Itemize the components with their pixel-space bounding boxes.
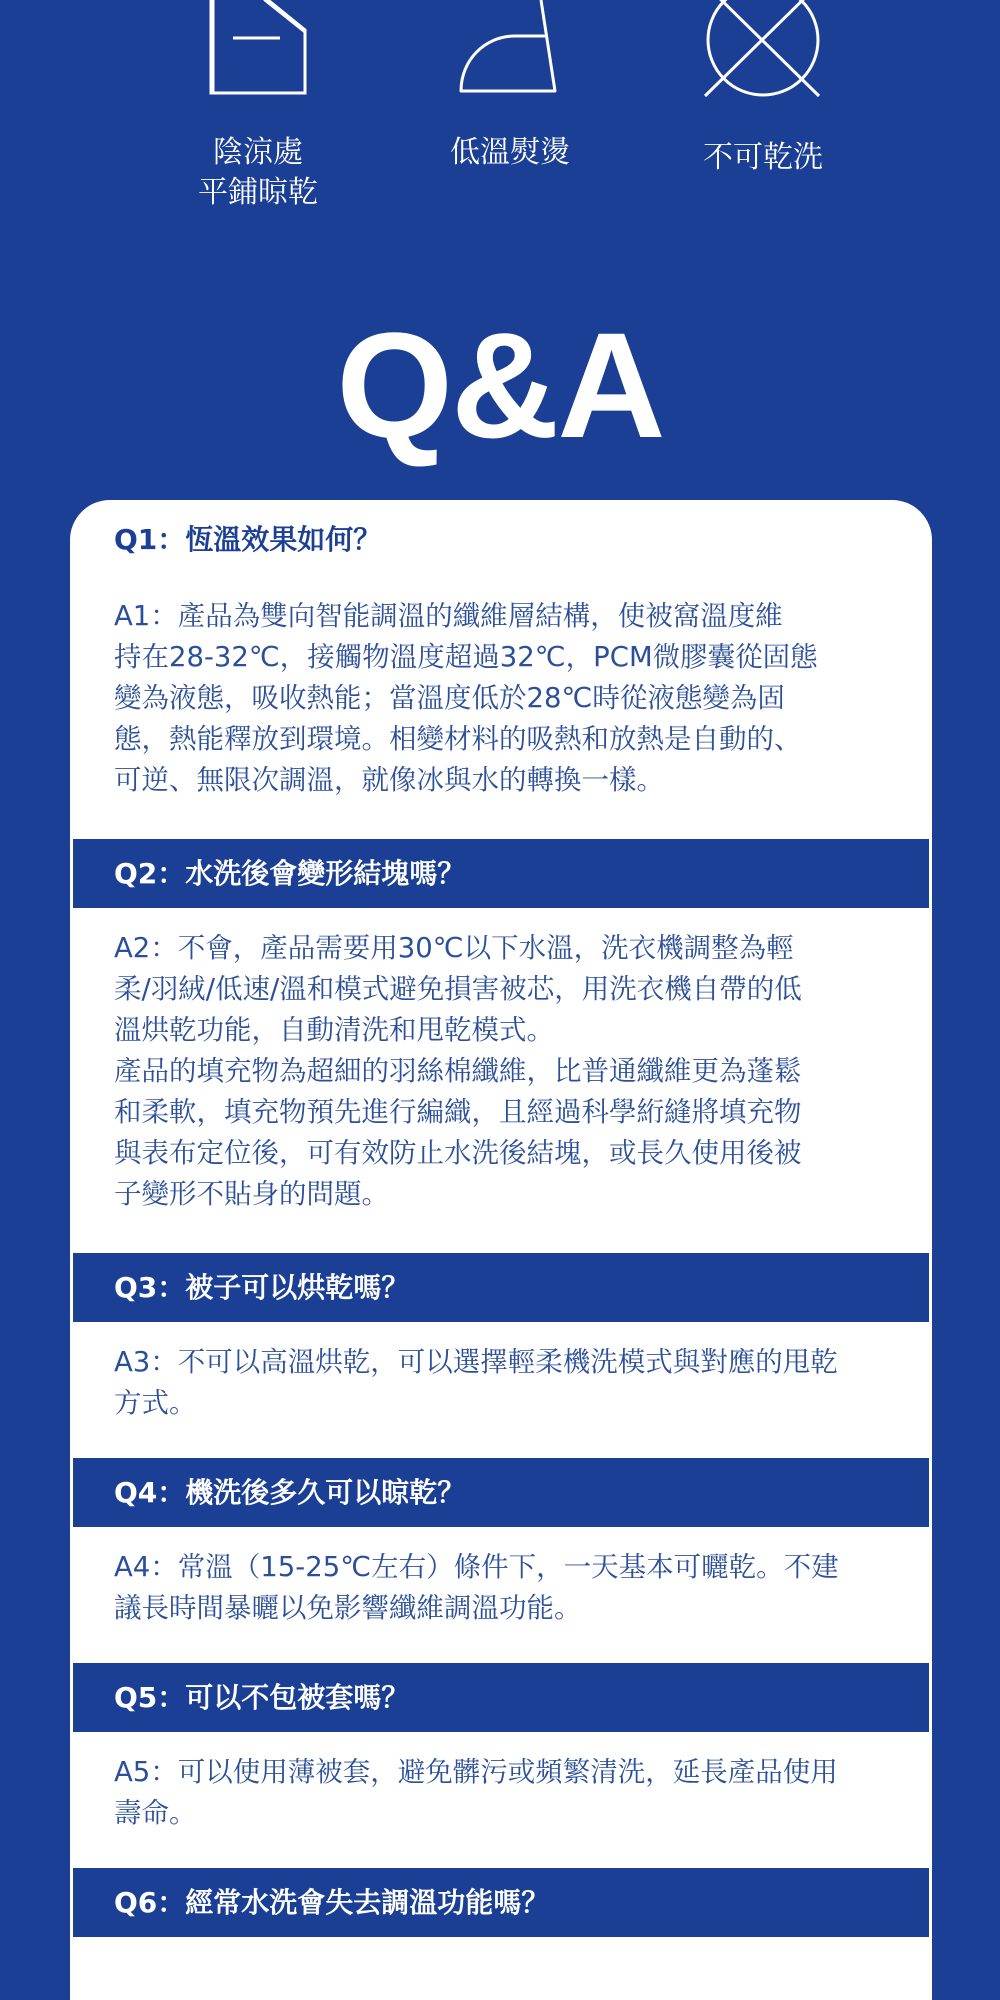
no-dry-clean-icon (698, 0, 828, 100)
qa-card (70, 500, 932, 2000)
answer-1: A1：產品為雙向智能調溫的纖維層結構，使被窩溫度維 持在28-32℃，接觸物溫度超過32℃，PCM微膠囊從固態 變為液態，吸收熱能；當溫度低於28℃時從液態變為固 態，熱能釋放到環境。相變材料的吸熱和放熱是自動的、 可逆、無限次調溫，就像冰與水的轉換一樣。 (114, 600, 818, 796)
question-5: Q5：可以不包被套嗎？ (73, 1663, 929, 1732)
answer-3: A3：不可以高溫烘乾，可以選擇輕柔機洗模式與對應的甩乾 方式。 (114, 1346, 838, 1419)
question-2: Q2：水洗後會變形結塊嗎？ (73, 839, 929, 908)
qa-item-5 (73, 1663, 929, 1868)
question-1: Q1：恆溫效果如何？ (114, 523, 382, 556)
qa-title: Q&A (336, 301, 664, 469)
question-6: Q6：經常水洗會失去調溫功能嗎？ (73, 1868, 929, 1937)
care-item-dry-flat (138, 0, 378, 213)
qa-item-1 (73, 503, 929, 839)
care-label: 不可乾洗 (703, 140, 823, 175)
care-item-iron (390, 0, 630, 173)
qa-item-4 (73, 1458, 929, 1663)
care-label: 陰涼處 平鋪晾乾 (198, 135, 318, 210)
iron-low-heat-icon (445, 0, 575, 95)
care-label: 低溫熨燙 (450, 135, 570, 170)
question-3: Q3：被子可以烘乾嗎？ (73, 1253, 929, 1322)
qa-item-3 (73, 1253, 929, 1458)
question-4: Q4：機洗後多久可以晾乾？ (73, 1458, 929, 1527)
answer-4: A4：常溫（15-25℃左右）條件下，一天基本可曬乾。不建 議長時間暴曬以免影響纖維調溫功能。 (114, 1551, 839, 1624)
answer-2: A2：不會，產品需要用30℃以下水溫，洗衣機調整為輕 柔/羽絨/低速/溫和模式避免損害被芯，用洗衣機自帶的低 溫烘乾功能，自動清洗和甩乾模式。 產品的填充物為超細的羽絲棉纖維，比普通纖維更為蓬鬆 和柔軟，填充物預先進行編織，且經過科學絎縫將填充物 與表布定位後，可有效防止水洗後結塊，或長久使用後被 子變形不貼身的問題。 (114, 932, 802, 1210)
dry-flat-shade-icon (198, 0, 318, 95)
care-item-no-dry-clean (643, 0, 883, 178)
qa-item-6 (73, 1868, 929, 1937)
answer-5: A5：可以使用薄被套，避免髒污或頻繁清洗，延長產品使用 壽命。 (114, 1756, 838, 1829)
qa-item-2 (73, 839, 929, 1253)
care-instructions (0, 0, 1000, 240)
